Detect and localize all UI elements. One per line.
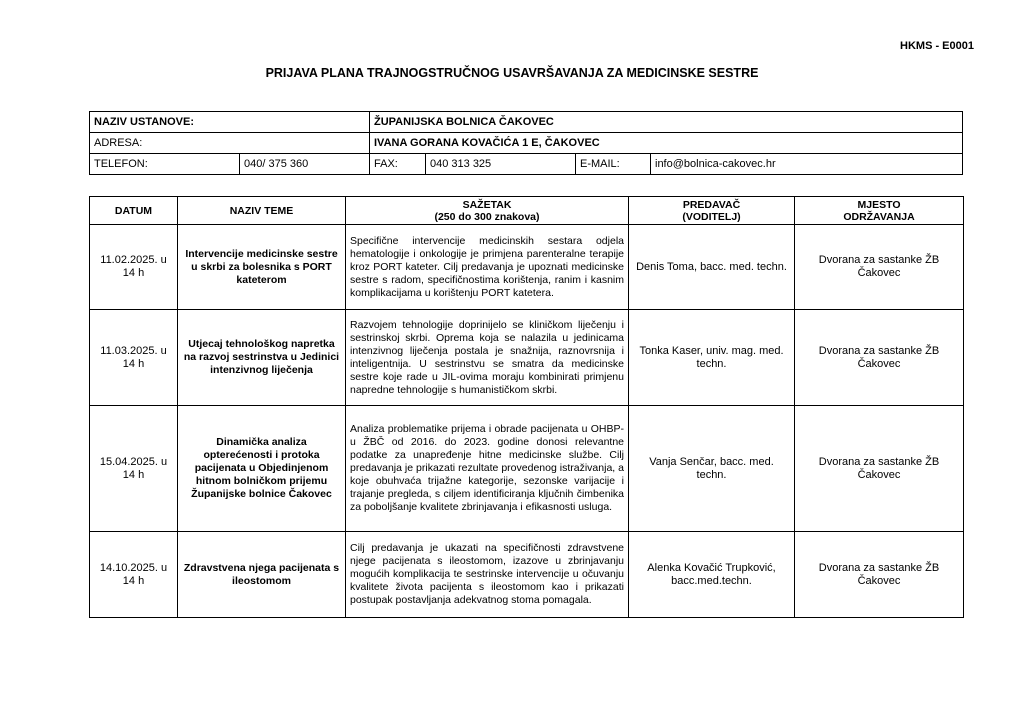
address-label: ADRESA:: [90, 133, 370, 154]
row-topic: Intervencije medicinske sestre u skrbi za bolesnika s PORT kateterom: [178, 225, 346, 310]
header-date: DATUM: [90, 197, 178, 225]
row-lecturer: Alenka Kovačić Trupković, bacc.med.techn.: [629, 532, 795, 618]
row-lecturer: Vanja Senčar, bacc. med. techn.: [629, 406, 795, 532]
fax-label: FAX:: [370, 154, 426, 175]
row-place: Dvorana za sastanke ŽB Čakovec: [795, 532, 964, 618]
fax-value: 040 313 325: [426, 154, 576, 175]
header-lecturer-note: (VODITELJ): [682, 210, 741, 223]
table-row: [90, 532, 964, 618]
header-lecturer: [629, 197, 795, 225]
header-place-note: ODRŽAVANJA: [843, 210, 915, 223]
schedule-table: [89, 196, 964, 618]
row-topic: Zdravstvena njega pacijenata s ileostomom: [178, 532, 346, 618]
email-label: E-MAIL:: [576, 154, 651, 175]
row-lecturer: Denis Toma, bacc. med. techn.: [629, 225, 795, 310]
row-lecturer: Tonka Kaser, univ. mag. med. techn.: [629, 310, 795, 406]
row-topic: Dinamička analiza opterećenosti i protoka pacijenata u Objedinjenom hitnom bolničkom prijemu Županijske bolnice Čakovec: [178, 406, 346, 532]
contact-row: [90, 154, 963, 175]
row-place: Dvorana za sastanke ŽB Čakovec: [795, 406, 964, 532]
schedule-header-row: [90, 197, 964, 225]
header-summary: [346, 197, 629, 225]
institution-label: NAZIV USTANOVE:: [90, 112, 370, 133]
header-summary-title: SAŽETAK: [462, 198, 512, 211]
row-summary: Razvojem tehnologije doprinijelo se kliničkom liječenju i sestrinskoj skrbi. Oprema koja se nalazila u jedinicama intenzivnog liječenja postala je snažnija, raznovrsnija i inteligentnija. U sestrinstvu se smatra da medicinske sestre koje rade u JIL-ovima moraju kombinirati primjenu napredne tehnologije s humanističkom skrbi.: [346, 310, 629, 406]
document-code: HKMS - E0001: [900, 40, 974, 52]
address-row: [90, 133, 963, 154]
institution-row: [90, 112, 963, 133]
row-topic: Utjecaj tehnološkog napretka na razvoj sestrinstva u Jedinici intenzivnog liječenja: [178, 310, 346, 406]
table-row: [90, 225, 964, 310]
header-place-title: MJESTO: [857, 198, 901, 211]
institution-info-table: [89, 111, 963, 175]
header-lecturer-title: PREDAVAČ: [682, 198, 741, 211]
table-row: [90, 406, 964, 532]
row-date: 14.10.2025. u 14 h: [90, 532, 178, 618]
phone-label: TELEFON:: [90, 154, 240, 175]
row-place: Dvorana za sastanke ŽB Čakovec: [795, 225, 964, 310]
row-summary: Specifične intervencije medicinskih sestara odjela hematologije i onkologije je primjena parenteralne terapije kroz PORT kateter. Cilj predavanja je upoznati medicinske sestre s radom, specifičnostima korištenja, ranim i kasnim komplikacijama u korištenju PORT katetera.: [346, 225, 629, 310]
address-value: IVANA GORANA KOVAČIĆA 1 E, ČAKOVEC: [370, 133, 963, 154]
institution-value: ŽUPANIJSKA BOLNICA ČAKOVEC: [370, 112, 963, 133]
phone-value: 040/ 375 360: [240, 154, 370, 175]
header-topic: NAZIV TEME: [178, 197, 346, 225]
document-title: PRIJAVA PLANA TRAJNOGSTRUČNOG USAVRŠAVANJA ZA MEDICINSKE SESTRE: [265, 66, 759, 80]
row-date: 11.03.2025. u 14 h: [90, 310, 178, 406]
row-place: Dvorana za sastanke ŽB Čakovec: [795, 310, 964, 406]
row-date: 11.02.2025. u 14 h: [90, 225, 178, 310]
email-value: info@bolnica-cakovec.hr: [651, 154, 963, 175]
row-summary: Analiza problematike prijema i obrade pacijenata u OHBP-u ŽBČ od 2016. do 2023. godine donosi relevantne podatke za unapređenje hitne medicinske službe. Cilj predavanja je prikazati rezultate provedenog istraživanja, a koje obuhvaća trijažne kategorije, sezonske varijacije i trajanje pregleda, s ciljem identificiranja ključnih čimbenika za poboljšanje kvalitete zbrinjavanja i efikasnosti usluga.: [346, 406, 629, 532]
header-summary-note: (250 do 300 znakova): [434, 210, 540, 223]
row-date: 15.04.2025. u 14 h: [90, 406, 178, 532]
row-summary: Cilj predavanja je ukazati na specifičnosti zdravstvene njege pacijenata s ileostomom, izazove u zbrinjavanju mogućih komplikacija te sestrinske intervencije u očuvanju kvalitete života pacijenta s ileostomom kao i prikazati postupak postavljanja adekvatnog stoma pomagala.: [346, 532, 629, 618]
header-place: [795, 197, 964, 225]
table-row: [90, 310, 964, 406]
